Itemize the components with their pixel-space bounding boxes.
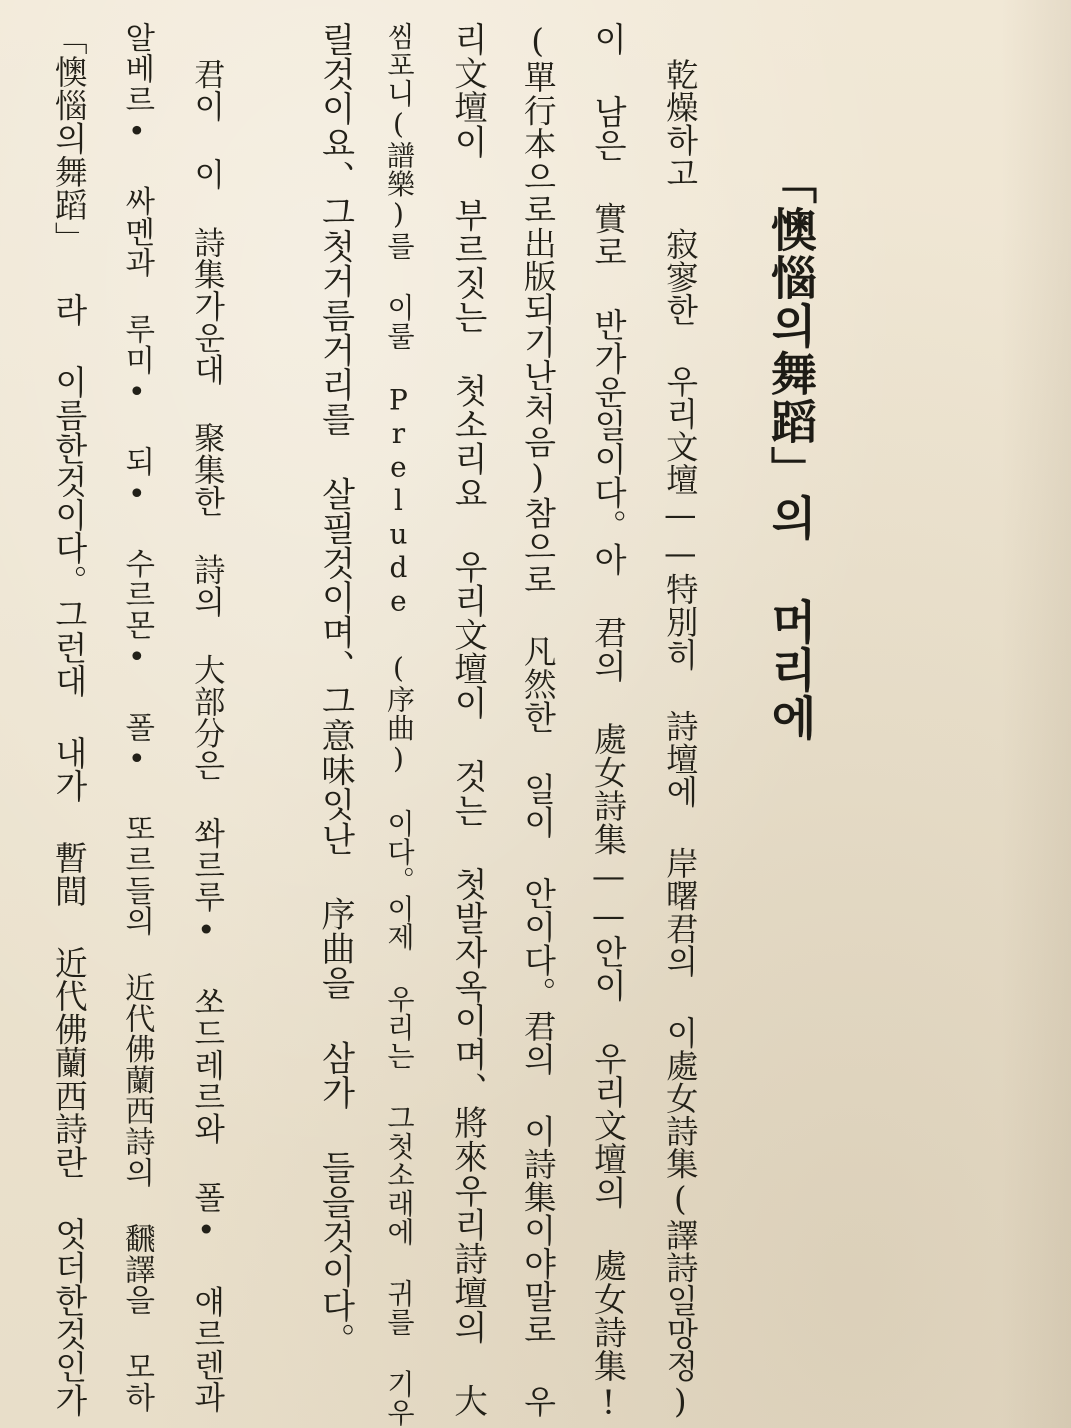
text-column-2: 이 남은 實로 반가운일이다。아 君의 處女詩集——안이 우리文壇의 處女詩集!: [589, 22, 629, 1422]
text-column-8: 알베르• 싸멘과 루미• 되• 수르몬• 폴• 또르들의 近代佛蘭西詩의 飜譯을 모하: [119, 22, 155, 1413]
text-column-3: (單行本으로出版되기난처음)참으로 凡然한 일이 안이다。君의 이詩集이야말로 우: [518, 22, 557, 1418]
text-column-1: 乾燥하고 寂寥한 우리文壇——特別히 詩壇에 岸曙君의 이處女詩集(譯詩일망정): [661, 58, 700, 1421]
page-edge-shadow: [1001, 0, 1071, 1428]
page-title: 「懊惱의舞蹈」의 머리에: [764, 158, 818, 742]
text-column-6: 릴것이요、그첫거름거리를 살필것이며、그意味잇난 序曲을 삼가 들을것이다。: [315, 22, 355, 1357]
text-column-4: 리文壇이 부르짓는 첫소리요 우리文壇이 것는 첫발자옥이며、將來우리詩壇의 大: [448, 22, 488, 1418]
text-column-5: 씸포니(譜樂)를 이룰 Prelude (序曲) 이다。이제 우리는 그첫소래에 귀를 기우: [381, 22, 415, 1427]
text-column-7: 君이 이 詩集가운대 聚集한 詩의 大部分은 쏴르루• 쏘드레르와 폴• 얘르렌과: [188, 58, 225, 1413]
text-column-9: 「懊惱의舞蹈」 라 이름한것이다。그런대 내가 暫間 近代佛蘭西詩란 엇더한것인가: [49, 22, 88, 1417]
